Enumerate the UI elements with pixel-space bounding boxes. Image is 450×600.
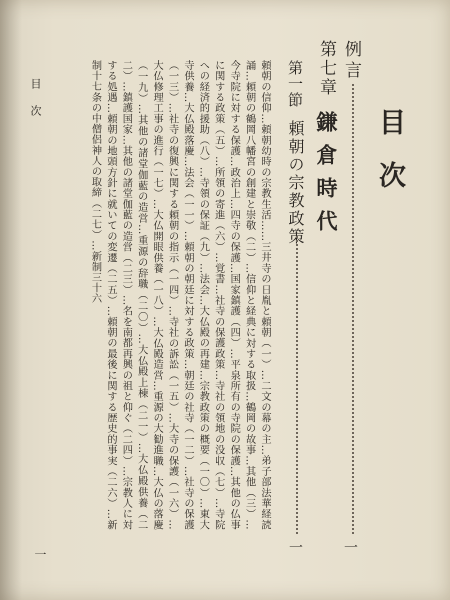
preface-entry[interactable]: 例言 bbox=[341, 40, 361, 82]
section-leader-dots bbox=[296, 236, 298, 534]
preface-page-number: 一 bbox=[342, 540, 358, 554]
margin-running-head: 目次 bbox=[29, 78, 42, 132]
section-label: 第一節 bbox=[286, 60, 304, 108]
chapter-heading[interactable] bbox=[316, 40, 337, 243]
chapter-label: 第七章 bbox=[316, 40, 336, 97]
section-contents-text bbox=[74, 60, 272, 530]
section-page-number: 一 bbox=[287, 540, 303, 554]
chapter-title: 鎌倉時代 bbox=[314, 111, 339, 243]
spine-shadow bbox=[0, 0, 22, 600]
folio-number: 一 bbox=[33, 548, 47, 560]
section-title: 頼朝の宗教政策 bbox=[286, 120, 305, 246]
contents-paragraph: 頼朝の信仰…頼朝幼時の宗教生活……三井寺の日胤と頼朝（一）…二文の幕の主…弟子部法華経読誦…頼朝の鶴岡八幡宮の創建と崇敬（二）…信仰と経典に対する取扱…鶴岡の故事…其他（三）…今寺院に対する保護…政治上…四寺の保護…国家鎮護（四）…平泉所有の寺院の保護…其他の仏事に関する政策（五）…所領の寄進（六）…覚書…社寺の保護政策…寺社の領地の没収（七）…寺院への経済的援助（八）…寺領の保証（九）…法会…大仏殿の再建…宗教政策の概要（一〇）…東大寺供養…大仏殿落慶…法会（一一）…頼朝の朝廷に対する政策…朝廷の社寺（一二）…社寺の保護（一三）…社寺の復興に関する頼朝の指示（一四）…寺社の訴訟（一五）…大寺の保護（一六）…大仏修理工事の進行（一七）…大仏開眼供養（一八）…大仏殿造営…重源の大勧進職…大仏の落慶（一九）…其他の諸堂伽藍の造営…重源の辞職（二〇）…大仏殿上棟（二一）…大仏殿供養（二二）…鎮護国家…其他の諸堂伽藍の造営（二三）…名を南都再興の祖と仰ぐ（二四）…宗教人に対する処遇…頼朝の地頭方針に就いての変遷（二五）…頼朝の最後に関する歴史的事実（二六）…新制十七条の中僧侶神人の取締（二七）…新制三十六 bbox=[89, 60, 270, 530]
toc-title: 目次 bbox=[374, 108, 405, 214]
preface-leader-dots bbox=[352, 84, 354, 534]
section-heading[interactable] bbox=[287, 60, 303, 246]
